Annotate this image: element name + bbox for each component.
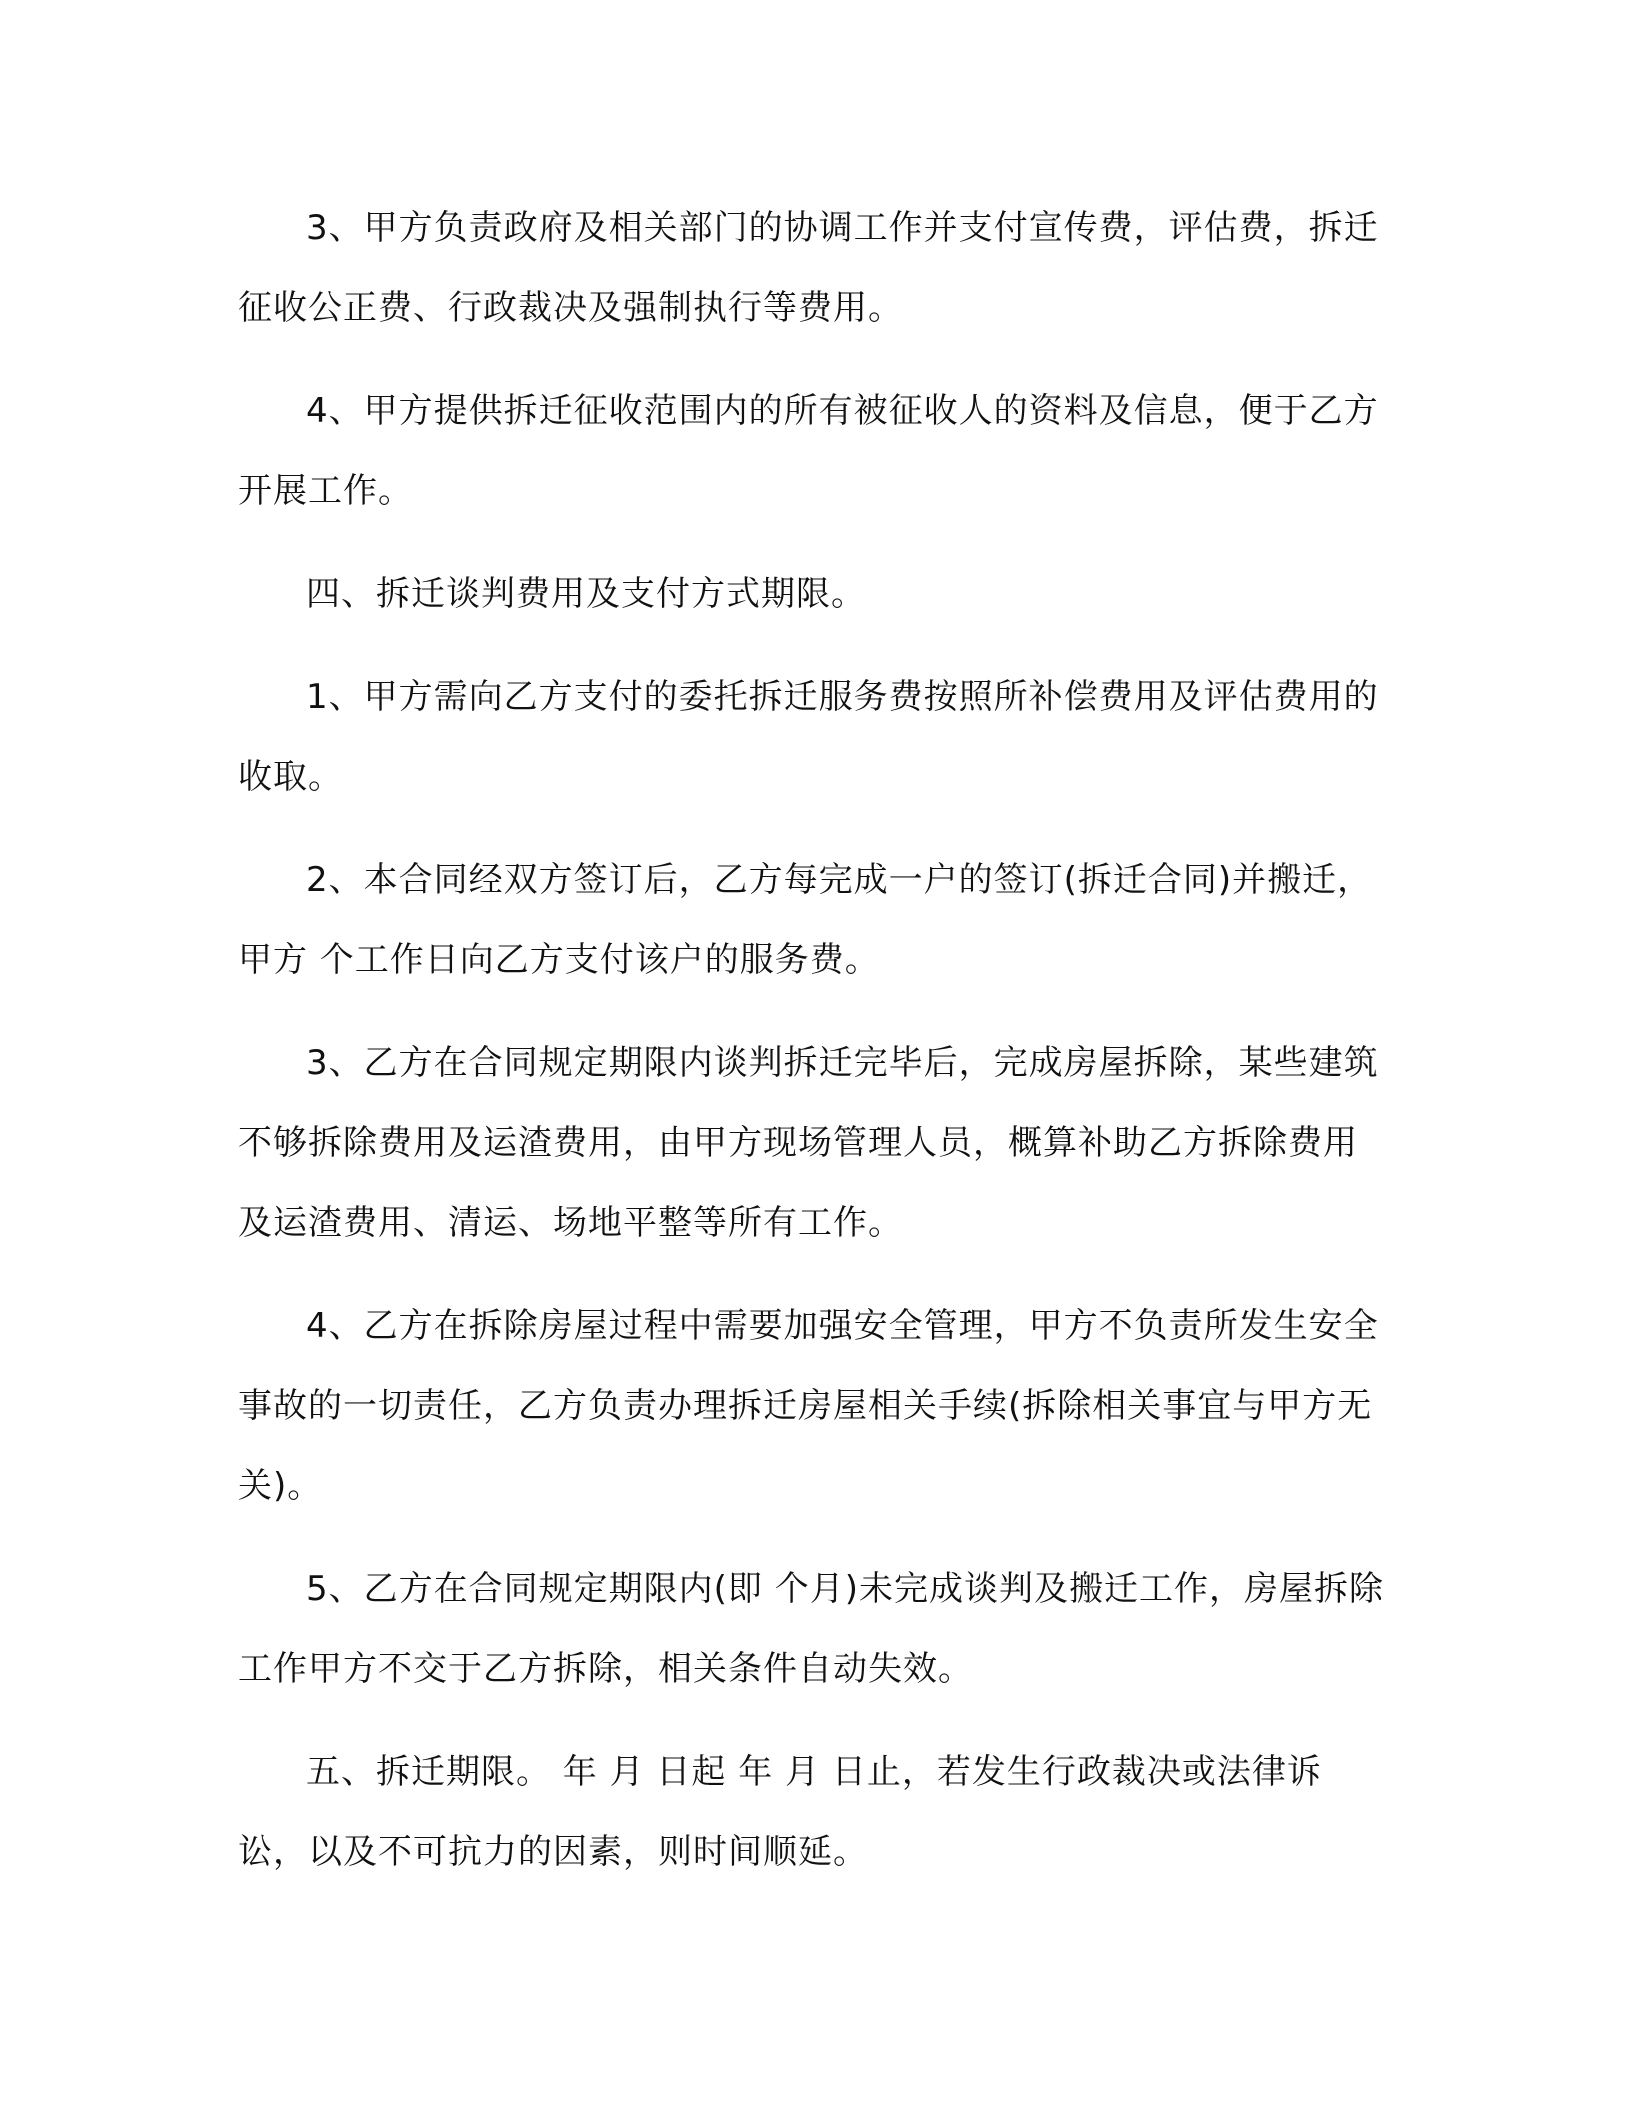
payment-clause-4: 4、乙方在拆除房屋过程中需要加强安全管理，甲方不负责所发生安全事故的一切责任，乙方负责办理拆迁房屋相关手续(拆除相关事宜与甲方无关)。: [238, 1306, 1379, 1506]
clause-3-party-a-fees: 3、甲方负责政府及相关部门的协调工作并支付宣传费，评估费，拆迁征收公正费、行政裁决及强制执行等费用。: [238, 208, 1379, 328]
payment-clause-1: 1、甲方需向乙方支付的委托拆迁服务费按照所补偿费用及评估费用的 收取。: [238, 677, 1391, 797]
clause-4-party-a-information: 4、甲方提供拆迁征收范围内的所有被征收人的资料及信息，便于乙方开展工作。: [238, 391, 1379, 511]
document-page: [238, 188, 1391, 1892]
section-4-heading: 四、拆迁谈判费用及支付方式期限。: [306, 574, 866, 614]
payment-clause-2: 2、本合同经双方签订后，乙方每完成一户的签订(拆迁合同)并搬迁，甲方 个工作日向乙方支付该户的服务费。: [238, 860, 1373, 980]
payment-clause-5: 5、乙方在合同规定期限内(即 个月)未完成谈判及搬迁工作，房屋拆除工作甲方不交于乙方拆除，相关条件自动失效。: [238, 1569, 1384, 1689]
section-5-demolition-period: 五、拆迁期限。 年 月 日起 年 月 日止，若发生行政裁决或法律诉讼，以及不可抗力的因素，则时间顺延。: [238, 1752, 1322, 1872]
payment-clause-3: 3、乙方在合同规定期限内谈判拆迁完毕后，完成房屋拆除，某些建筑不够拆除费用及运渣费用，由甲方现场管理人员，概算补助乙方拆除费用及运渣费用、清运、场地平整等所有工作。: [238, 1043, 1379, 1243]
